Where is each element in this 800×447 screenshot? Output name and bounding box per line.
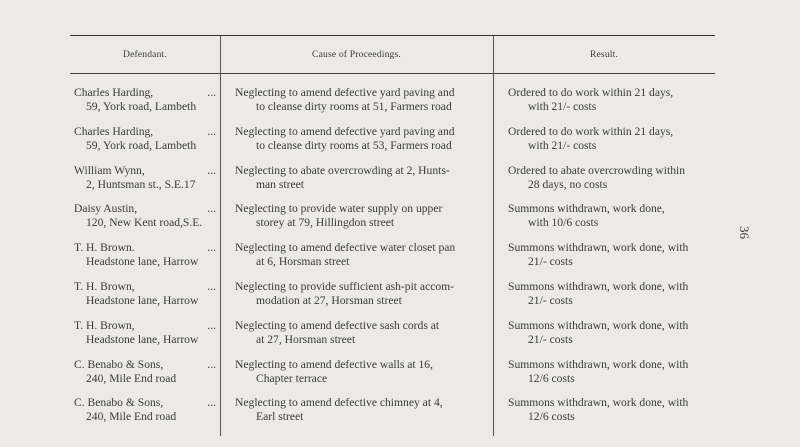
cause-line: at 6, Horsman street	[256, 255, 350, 269]
result-line: Summons withdrawn, work done, with	[508, 279, 689, 293]
result-line: Summons withdrawn, work done,	[508, 202, 665, 216]
result-line: 21/- costs	[528, 332, 573, 346]
cause-cell	[235, 86, 490, 114]
result-cell	[508, 319, 713, 347]
defendant-name-line	[74, 396, 220, 410]
table-row	[0, 241, 800, 280]
defendant-cell	[74, 125, 220, 153]
cause-line: Chapter terrace	[256, 371, 328, 385]
cause-line: to cleanse dirty rooms at 51, Farmers road	[256, 100, 452, 113]
defendant-cell	[74, 164, 220, 192]
result-line: Ordered to abate overcrowding within	[508, 163, 686, 177]
defendant-name: T. H. Brown,	[74, 318, 135, 332]
defendant-name-line	[74, 319, 220, 333]
result-line: 28 days, no costs	[528, 177, 608, 191]
cause-cell	[235, 358, 490, 386]
table-row	[0, 202, 800, 241]
result-cell	[508, 202, 713, 230]
leader-dots: ...	[207, 318, 216, 332]
defendant-address: 240, Mile End road	[86, 371, 177, 385]
result-cell	[508, 241, 713, 269]
defendant-cell	[74, 202, 220, 230]
result-cell	[508, 358, 713, 386]
result-line: 12/6 costs	[528, 410, 575, 424]
cause-line: Neglecting to amend defective water closet pan	[235, 241, 456, 255]
result-line: with 21/- costs	[528, 100, 597, 113]
cause-line: to cleanse dirty rooms at 53, Farmers road	[256, 138, 452, 152]
cause-cell	[235, 125, 490, 153]
defendant-name: Daisy Austin,	[74, 202, 138, 216]
result-line: Ordered to do work within 21 days,	[508, 124, 674, 138]
table-row	[0, 358, 800, 397]
table-row	[0, 86, 800, 125]
cause-line: Neglecting to amend defective walls at 16,	[235, 357, 433, 371]
result-cell	[508, 396, 713, 424]
cause-cell	[235, 202, 490, 230]
leader-dots: ...	[207, 163, 216, 177]
defendant-name: C. Benabo & Sons,	[74, 396, 164, 410]
header-result: Result.	[589, 50, 619, 60]
result-line: 21/- costs	[528, 293, 573, 307]
defendant-address: 2, Huntsman st., S.E.17	[86, 177, 196, 191]
leader-dots: ...	[207, 202, 216, 216]
table-row	[0, 319, 800, 358]
defendant-cell	[74, 319, 220, 347]
result-line: Summons withdrawn, work done, with	[508, 396, 689, 410]
defendant-address: Headstone lane, Harrow	[86, 293, 199, 307]
cause-line: Neglecting to provide sufficient ash-pit accom-	[235, 279, 455, 293]
defendant-cell	[74, 280, 220, 308]
cause-cell	[235, 164, 490, 192]
defendant-name-line	[74, 164, 220, 178]
defendant-cell	[74, 358, 220, 386]
cause-line: Neglecting to amend defective yard paving and	[235, 124, 455, 138]
defendant-name: William Wynn,	[74, 163, 145, 177]
defendant-cell	[74, 396, 220, 424]
defendant-name-line	[74, 280, 220, 294]
result-line: Summons withdrawn, work done, with	[508, 357, 689, 371]
leader-dots: ...	[207, 396, 216, 410]
leader-dots: ...	[207, 124, 216, 138]
cause-cell	[235, 319, 490, 347]
cause-cell	[235, 396, 490, 424]
table-row	[0, 125, 800, 164]
defendant-name: Charles Harding,	[74, 86, 154, 99]
result-cell	[508, 280, 713, 308]
defendant-address: 240, Mile End road	[86, 410, 177, 424]
cause-line: man street	[256, 177, 304, 191]
cause-cell	[235, 280, 490, 308]
defendant-address: Headstone lane, Harrow	[86, 255, 199, 269]
defendant-name: T. H. Brown.	[74, 241, 135, 255]
result-line: 12/6 costs	[528, 371, 575, 385]
table-top-rule	[70, 35, 715, 36]
table-row	[0, 280, 800, 319]
defendant-name-line	[74, 358, 220, 372]
defendant-address: Headstone lane, Harrow	[86, 332, 199, 346]
cause-line: at 27, Horsman street	[256, 332, 356, 346]
header-defendant: Defendant.	[123, 50, 167, 60]
cause-line: Neglecting to abate overcrowding at 2, Hunts-	[235, 163, 450, 177]
page-number: 36	[737, 226, 752, 239]
defendant-name-line	[74, 202, 220, 216]
defendant-name-line	[74, 86, 220, 100]
result-cell	[508, 164, 713, 192]
table-body	[0, 86, 800, 435]
cause-line: Neglecting to amend defective chimney at 4,	[235, 396, 443, 410]
table-header-rule	[70, 73, 715, 74]
cause-line: modation at 27, Horsman street	[256, 293, 402, 307]
defendant-name: C. Benabo & Sons,	[74, 357, 164, 371]
leader-dots: ...	[207, 86, 216, 99]
result-line: Ordered to do work within 21 days,	[508, 86, 674, 99]
defendant-cell	[74, 241, 220, 269]
defendant-address: 59, York road, Lambeth	[86, 100, 197, 113]
cause-line: Earl street	[256, 410, 304, 424]
defendant-name-line	[74, 125, 220, 139]
leader-dots: ...	[207, 241, 216, 255]
cause-line: storey at 79, Hillingdon street	[256, 216, 395, 230]
cause-line: Neglecting to amend defective sash cords at	[235, 318, 440, 332]
result-line: with 21/- costs	[528, 138, 597, 152]
result-line: with 10/6 costs	[528, 216, 599, 230]
result-line: 21/- costs	[528, 255, 573, 269]
defendant-cell	[74, 86, 220, 114]
header-cause: Cause of Proceedings.	[312, 50, 401, 60]
defendant-address: 120, New Kent road,S.E.	[86, 216, 203, 230]
cause-cell	[235, 241, 490, 269]
leader-dots: ...	[207, 279, 216, 293]
cause-line: Neglecting to amend defective yard paving and	[235, 86, 455, 99]
defendant-name-line	[74, 241, 220, 255]
cause-line: Neglecting to provide water supply on upper	[235, 202, 443, 216]
leader-dots: ...	[207, 357, 216, 371]
result-cell	[508, 125, 713, 153]
table-row	[0, 164, 800, 203]
defendant-address: 59, York road, Lambeth	[86, 138, 197, 152]
result-line: Summons withdrawn, work done, with	[508, 241, 689, 255]
defendant-name: Charles Harding,	[74, 124, 154, 138]
result-line: Summons withdrawn, work done, with	[508, 318, 689, 332]
defendant-name: T. H. Brown,	[74, 279, 135, 293]
table-row	[0, 396, 800, 435]
result-cell	[508, 86, 713, 114]
